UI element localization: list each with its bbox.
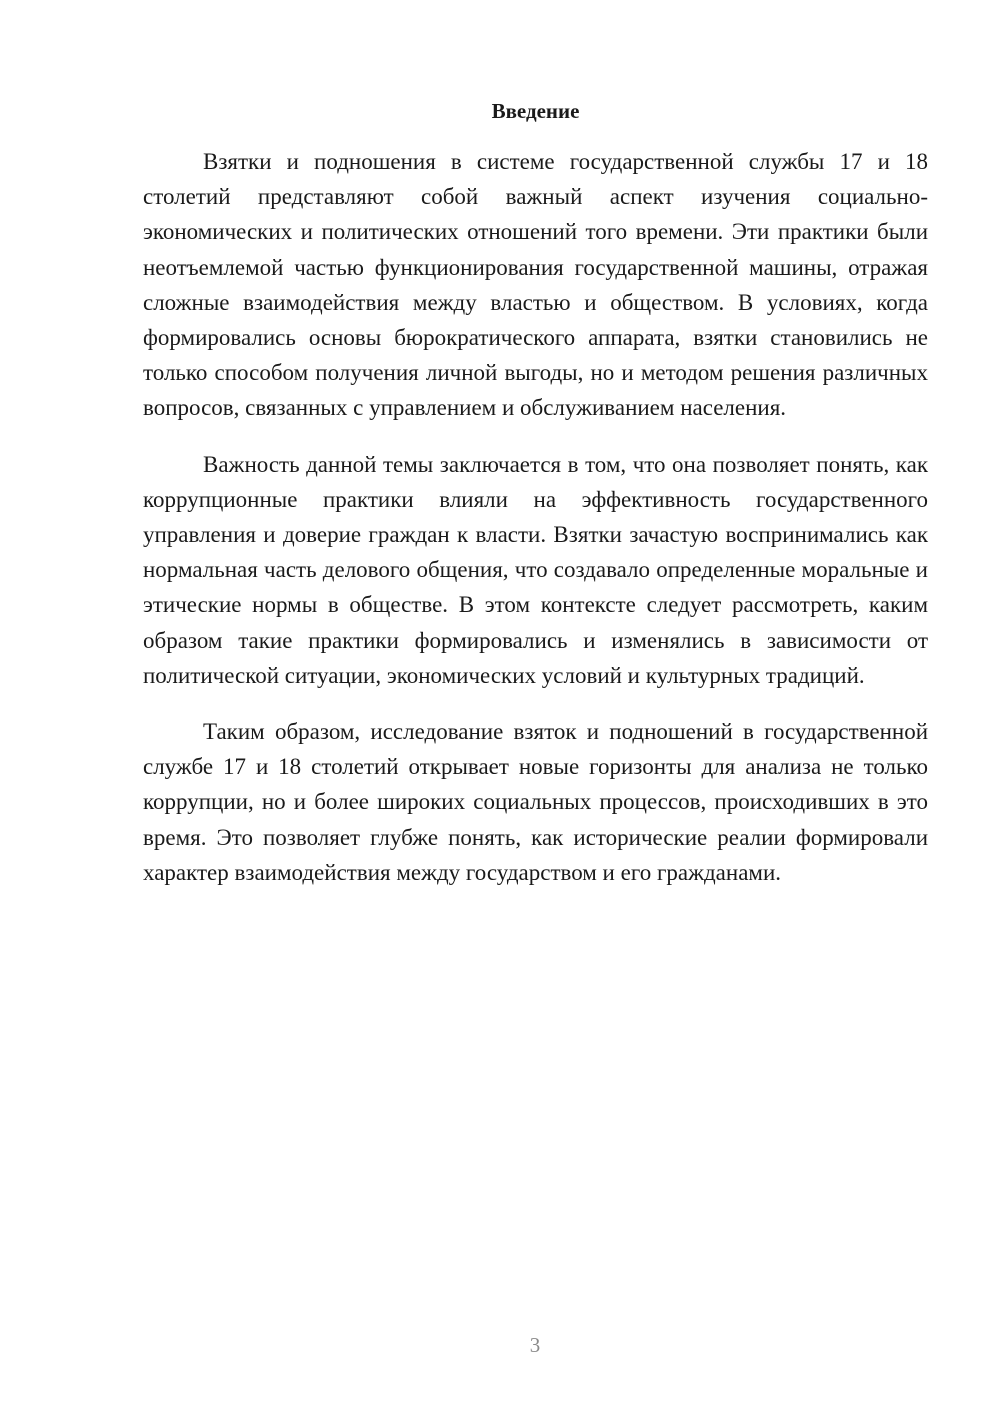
paragraph-2: Важность данной темы заключается в том, что она позволяет понять, как коррупционные практики влияли на эффективность государственного управления и доверие граждан к власти. Взятки зачастую воспринимались как нормальная часть делового общения, что создавало определенные моральные и этические нормы в обществе. В этом контексте следует рассмотреть, каким образом такие практики формировались и изменялись в зависимости от политической ситуации, экономических условий и культурных традиций. [143, 451, 928, 688]
page-number: 3 [529, 1333, 541, 1357]
paragraph-1: Взятки и подношения в системе государственной службы 17 и 18 столетий представляют собой важный аспект изучения социально-экономических и политических отношений того времени. Эти практики были неотъемлемой частью функционирования государственной машины, отражая сложные взаимодействия между властью и обществом. В условиях, когда формировались основы бюрократического аппарата, взятки становились не только способом получения личной выгоды, но и методом решения различных вопросов, связанных с управлением и обслуживанием населения. [143, 149, 928, 421]
paragraph-3: Таким образом, исследование взяток и подношений в государственной службе 17 и 18 столетий открывает новые горизонты для анализа не только коррупции, но и более широких социальных процессов, происходивших в это время. Это позволяет глубже понять, как исторические реалии формировали характер взаимодействия между государством и его гражданами. [143, 719, 928, 885]
section-heading: Введение [491, 99, 580, 123]
page-content [143, 96, 928, 911]
